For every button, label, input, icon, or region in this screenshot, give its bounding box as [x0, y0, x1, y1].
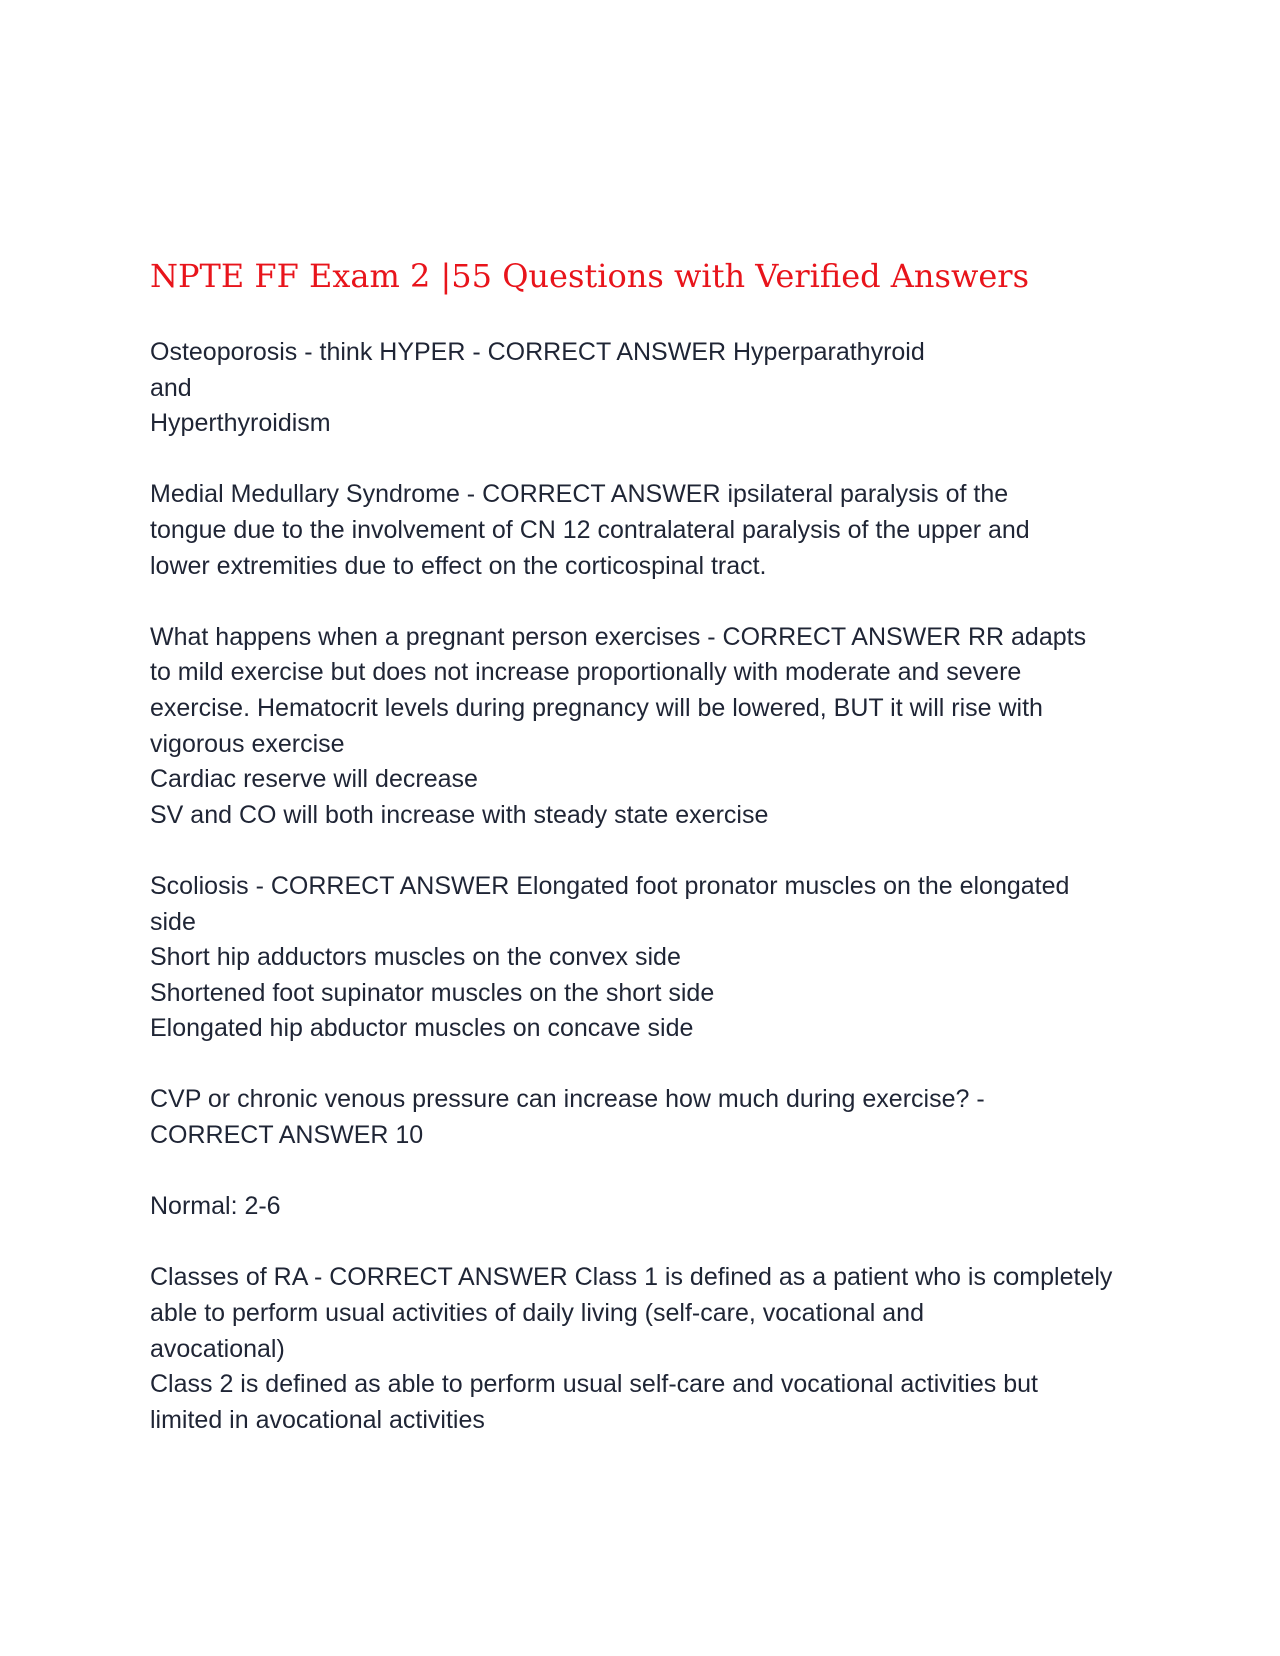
qa-entry-classes-of-ra — [150, 1260, 1130, 1438]
text-line: What happens when a pregnant person exercises - CORRECT ANSWER RR adapts — [150, 622, 1087, 651]
text-line: Elongated hip abductor muscles on concave side — [150, 1014, 694, 1043]
qa-entry-cvp — [150, 1082, 1130, 1153]
text-line: Osteoporosis - think HYPER - CORRECT ANSWER Hyperparathyroid — [150, 338, 925, 366]
text-line: Classes of RA - CORRECT ANSWER Class 1 is defined as a patient who is completely — [150, 1263, 1113, 1292]
text-line: limited in avocational activities — [150, 1405, 485, 1434]
document-body — [150, 335, 1130, 1474]
text-line: Scoliosis - CORRECT ANSWER Elongated foot pronator muscles on the elongated — [150, 871, 1070, 900]
text-line: side — [150, 907, 196, 936]
document-title: NPTE FF Exam 2 |55 Questions with Verified Answers — [150, 257, 1029, 295]
text-line: Class 2 is defined as able to perform usual self-care and vocational activities but — [150, 1370, 1038, 1399]
qa-entry-osteoporosis — [150, 335, 1130, 442]
text-line: Shortened foot supinator muscles on the short side — [150, 978, 715, 1007]
note-normal-range — [150, 1189, 1130, 1225]
text-line: exercise. Hematocrit levels during pregnancy will be lowered, BUT it will rise with — [150, 693, 1043, 722]
qa-entry-scoliosis — [150, 869, 1130, 1047]
text-line: avocational) — [150, 1334, 285, 1363]
text-line: to mild exercise but does not increase proportionally with moderate and severe — [150, 658, 1022, 687]
text-line: tongue due to the involvement of CN 12 contralateral paralysis of the upper and — [150, 515, 1030, 544]
qa-entry-medial-medullary-syndrome — [150, 477, 1130, 584]
text-line: SV and CO will both increase with steady state exercise — [150, 800, 769, 829]
text-line: Hyperthyroidism — [150, 409, 331, 438]
text-line: CVP or chronic venous pressure can increase how much during exercise? - — [150, 1085, 985, 1114]
text-line: CORRECT ANSWER 10 — [150, 1121, 424, 1150]
text-line: Cardiac reserve will decrease — [150, 765, 478, 794]
text-line: Normal: 2-6 — [150, 1192, 281, 1221]
text-line: vigorous exercise — [150, 729, 345, 758]
text-line: lower extremities due to effect on the corticospinal tract. — [150, 551, 767, 580]
text-line: Short hip adductors muscles on the convex side — [150, 943, 681, 972]
text-line: able to perform usual activities of daily living (self-care, vocational and — [150, 1299, 924, 1328]
text-line: Medial Medullary Syndrome - CORRECT ANSWER ipsilateral paralysis of the — [150, 480, 1009, 509]
qa-entry-pregnancy-exercise — [150, 620, 1130, 834]
text-line: and — [150, 373, 192, 402]
